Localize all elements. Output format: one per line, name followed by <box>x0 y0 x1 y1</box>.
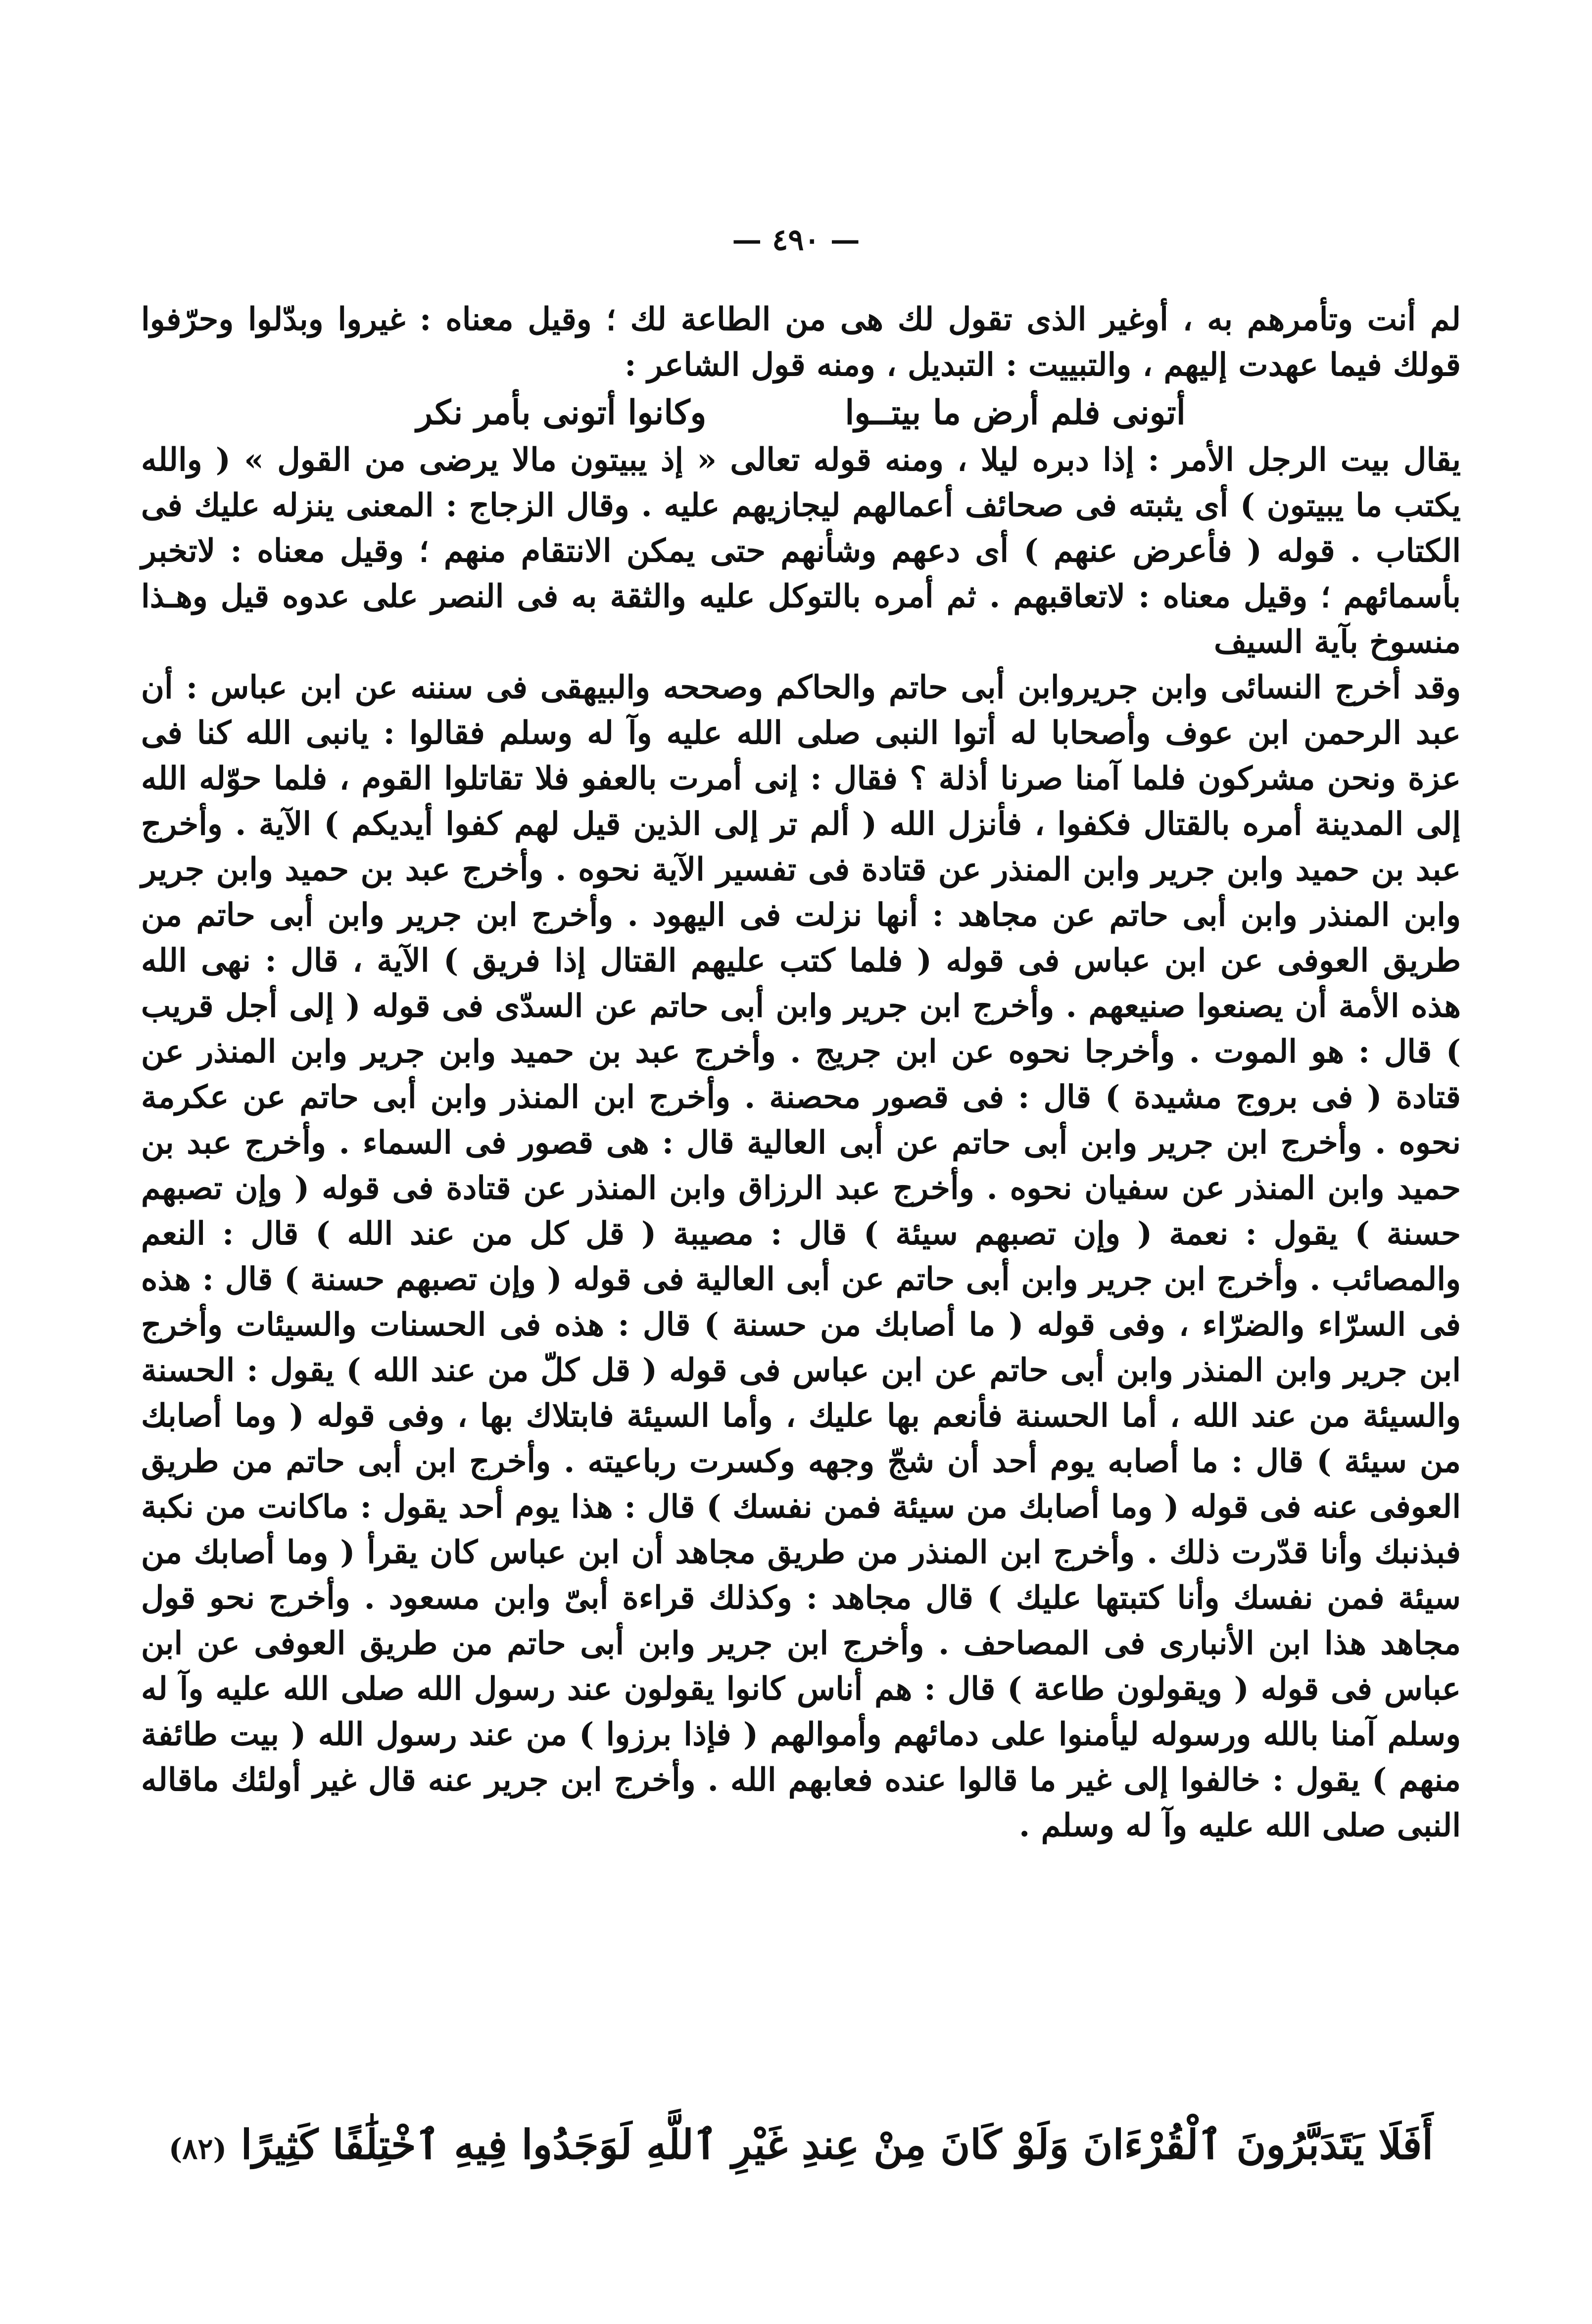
commentary-text <box>141 297 1461 1849</box>
verse-hemistich-right: أتونى فلم أرض ما بيتــوا <box>845 393 1186 432</box>
quran-verse-number: (٨٢) <box>168 2132 227 2166</box>
quran-verse <box>141 2115 1461 2179</box>
paragraph-explanation: يقال بيت الرجل الأمر : إذا دبره ليلا ، ومنه قوله تعالى « إذ يبيتون مالا يرضى من القول » ( والله يكتب ما يبيتون ) أى يثبته فى صحائف أعمالهم ليجازيهم عليه . وقال الزجاج : المعنى ينزله عليك فى الكتاب . قوله ( فأعرض عنهم ) أى دعهم وشأنهم حتى يمكن الانتقام منهم ؛ وقيل معناه : لاتخبر بأسمائهم ؛ وقيل معناه : لاتعاقبهم . ثم أمره بالتوكل عليه والثقة به فى النصر على عدوه قيل وهـذا منسوخ بآية السيف <box>141 441 1461 661</box>
verse-hemistich-left: وكانوا أتونى بأمر نكر <box>416 393 707 432</box>
paragraph-intro: لم أنت وتأمرهم به ، أوغير الذى تقول لك هى من الطاعة لك ؛ وقيل معناه : غيروا وبدّلوا وحرّفوا قولك فيما عهدت إليهم ، والتبييت : التبديل ، ومنه قول الشاعر : <box>141 301 1461 383</box>
page-number: — ٤٩٠ — <box>732 223 860 257</box>
quran-verse-text: أَفَلَا يَتَدَبَّرُونَ ٱلْقُرْءَانَ وَلَوْ كَانَ مِنْ عِندِ غَيْرِ ٱللَّهِ لَوَجَدُوا فِيهِ ٱخْتِلَٰفًا كَثِيرًا <box>241 2121 1434 2169</box>
paragraph-narrations: وقد أخرج النسائى وابن جريروابن أبى حاتم والحاكم وصححه والبيهقى فى سننه عن ابن عباس : أن عبد الرحمن ابن عوف وأصحابا له أتوا النبى صلى الله عليه وآ له وسلم فقالوا : يانبى الله كنا فى عزة ونحن مشركون فلما آمنا صرنا أذلة ؟ فقال : إنى أمرت بالعفو فلا تقاتلوا القوم ، فلما حوّله الله إلى المدينة أمره بالقتال فكفوا ، فأنزل الله ( ألم تر إلى الذين قيل لهم كفوا أيديكم ) الآية . وأخرج عبد بن حميد وابن جرير وابن المنذر عن قتادة فى تفسير الآية نحوه . وأخرج عبد بن حميد وابن جرير وابن المنذر وابن أبى حاتم عن مجاهد : أنها نزلت فى اليهود . وأخرج ابن جرير وابن أبى حاتم من طريق العوفى عن ابن عباس فى قوله ( فلما كتب عليهم القتال إذا فريق ) الآية ، قال : نهى الله هذه الأمة أن يصنعوا صنيعهم . وأخرج ابن جرير وابن أبى حاتم عن السدّى فى قوله ( إلى أجل قريب ) قال : هو الموت . وأخرجا نحوه عن ابن جريج . وأخرج عبد بن حميد وابن جرير وابن المنذر عن قتادة ( فى بروج مشيدة ) قال : فى قصور محصنة . وأخرج ابن المنذر وابن أبى حاتم عن عكرمة نحوه . وأخرج ابن جرير وابن أبى حاتم عن أبى العالية قال : هى قصور فى السماء . وأخرج عبد بن حميد وابن المنذر عن سفيان نحوه . وأخرج عبد الرزاق وابن المنذر عن قتادة فى قوله ( وإن تصبهم حسنة ) يقول : نعمة ( وإن تصبهم سيئة ) قال : مصيبة ( قل كل من عند الله ) قال : النعم والمصائب . وأخرج ابن جرير وابن أبى حاتم عن أبى العالية فى قوله ( وإن تصبهم حسنة ) قال : هذه فى السرّاء والضرّاء ، وفى قوله ( ما أصابك من حسنة ) قال : هذه فى الحسنات والسيئات وأخرج ابن جرير وابن المنذر وابن أبى حاتم عن ابن عباس فى قوله ( قل كلّ من عند الله ) يقول : الحسنة والسيئة من عند الله ، أما الحسنة فأنعم بها عليك ، وأما السيئة فابتلاك بها ، وفى قوله ( وما أصابك من سيئة ) قال : ما أصابه يوم أحد أن شجّ وجهه وكسرت رباعيته . وأخرج ابن أبى حاتم من طريق العوفى عنه فى قوله ( وما أصابك من سيئة فمن نفسك ) قال : هذا يوم أحد يقول : ماكانت من نكبة فبذنبك وأنا قدّرت ذلك . وأخرج ابن المنذر من طريق مجاهد أن ابن عباس كان يقرأ ( وما أصابك من سيئة فمن نفسك وأنا كتبتها عليك ) قال مجاهد : وكذلك قراءة أبىّ وابن مسعود . وأخرج نحو قول مجاهد هذا ابن الأنبارى فى المصاحف . وأخرج ابن جرير وابن أبى حاتم من طريق العوفى عن ابن عباس فى قوله ( ويقولون طاعة ) قال : هم أناس كانوا يقولون عند رسول الله صلى الله عليه وآ له وسلم آمنا بالله ورسوله ليأمنوا على دمائهم وأموالهم ( فإذا برزوا ) من عند رسول الله ( بيت طائفة منهم ) يقول : خالفوا إلى غير ما قالوا عنده فعابهم الله . وأخرج ابن جرير عنه قال غير أولئك ماقاله النبى صلى الله عليه وآ له وسلم . <box>141 669 1461 1844</box>
poetry-verse <box>141 388 1461 437</box>
